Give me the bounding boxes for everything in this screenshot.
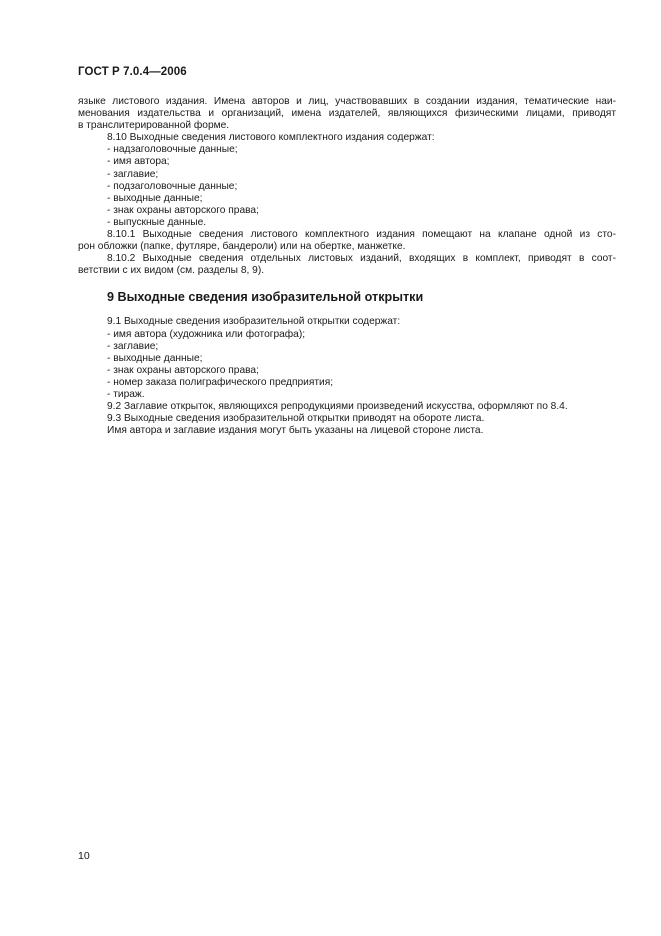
list-item: - выходные данные; (107, 352, 203, 364)
intro-line: менования издательства и организаций, имена издателей, являющихся физическими лицами, приводят (78, 108, 616, 120)
clause-9-3: 9.3 Выходные сведения изобразительной открытки приводят на обороте листа. (107, 413, 485, 425)
list-item: - имя автора (художника или фотографа); (107, 328, 306, 340)
list-item: - подзаголовочные данные; (107, 180, 238, 192)
section-9-title: 9 Выходные сведения изобразительной открытки (107, 290, 424, 305)
document-code-header: ГОСТ Р 7.0.4—2006 (78, 66, 187, 78)
clause-9-3-note: Имя автора и заглавие издания могут быть указаны на лицевой стороне листа. (107, 425, 484, 437)
clause-9-2: 9.2 Заглавие открыток, являющихся репродукциями произведений искусства, оформляют по 8.4. (107, 401, 568, 413)
intro-line: в транслитерированной форме. (78, 120, 230, 132)
clause-8-10: 8.10 Выходные сведения листового комплектного издания содержат: (107, 132, 435, 144)
intro-line: языке листового издания. Имена авторов и лиц, участвовавших в создании издания, тематические наи- (78, 96, 616, 107)
document-body (78, 96, 616, 437)
clause-8-10-1-line: 8.10.1 Выходные сведения листового комплектного издания помещают на клапане одной из сто- (107, 229, 616, 241)
list-item: - выходные данные; (107, 192, 203, 204)
page-number: 10 (78, 850, 90, 862)
list-item: - знак охраны авторского права; (107, 204, 259, 216)
list-item: - имя автора; (107, 156, 170, 168)
list-item: - выпускные данные. (107, 216, 207, 228)
list-item: - заглавие; (107, 340, 159, 352)
clause-8-10-2-line: ветствии с их видом (см. разделы 8, 9). (78, 265, 265, 277)
list-item: - тираж. (107, 388, 145, 400)
clause-8-10-2-line: 8.10.2 Выходные сведения отдельных листовых изданий, входящих в комплект, приводят в соот- (107, 253, 616, 265)
clause-9-1: 9.1 Выходные сведения изобразительной открытки содержат: (107, 316, 401, 328)
list-item: - номер заказа полиграфического предприятия; (107, 376, 334, 388)
clause-8-10-1-line: рон обложки (папке, футляре, бандероли) или на обертке, манжетке. (78, 241, 406, 253)
list-item: - надзаголовочные данные; (107, 144, 238, 156)
list-item: - заглавие; (107, 168, 159, 180)
list-item: - знак охраны авторского права; (107, 364, 259, 376)
